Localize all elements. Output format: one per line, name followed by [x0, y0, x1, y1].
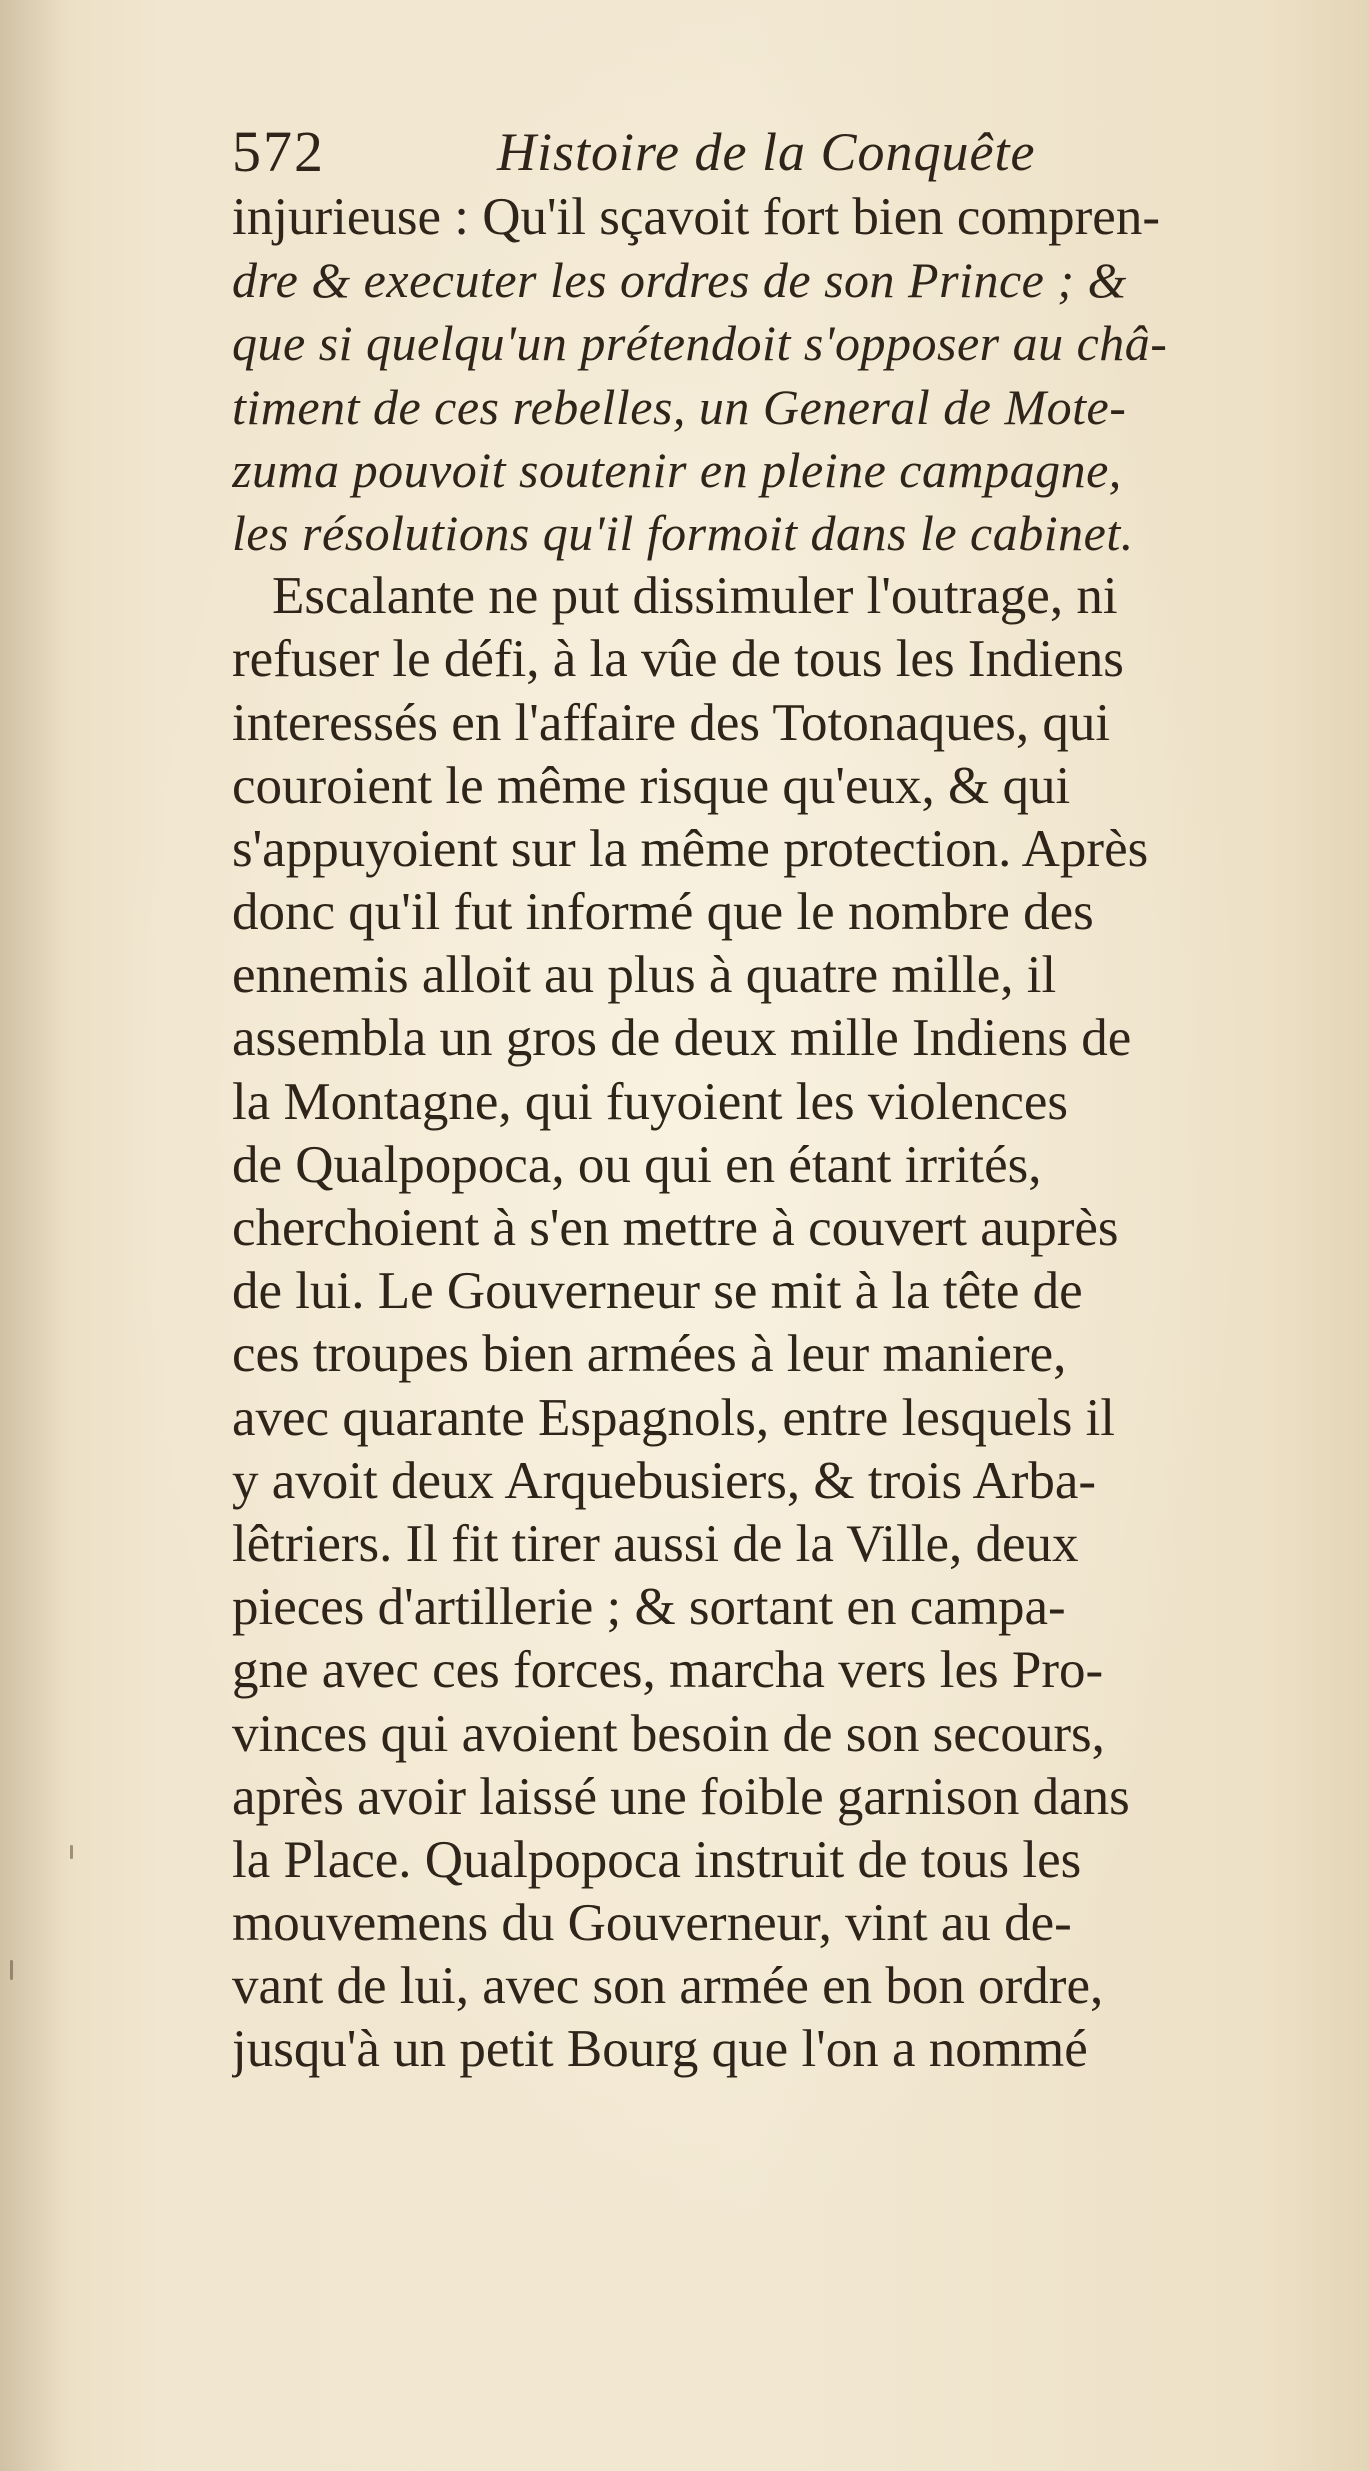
text-line: après avoir laissé une foible garnison dans [232, 1767, 1130, 1826]
text-line: assembla un gros de deux mille Indiens de [232, 1009, 1132, 1068]
text-line: mouvemens du Gouverneur, vint au de- [232, 1894, 1072, 1953]
page-number: 572 [232, 119, 325, 184]
text-line: de Qualpopoca, ou qui en étant irrités, [232, 1135, 1042, 1194]
text-line: refuser le défi, à la vûe de tous les Indiens [232, 630, 1124, 689]
body-text [232, 186, 1307, 2082]
text-line: timent de ces rebelles, un General de Mote- [232, 378, 1127, 435]
text-line: couroient le même risque qu'eux, & qui [232, 756, 1071, 815]
text-line: les résolutions qu'il formoit dans le cabinet. [232, 504, 1134, 561]
text-line: jusqu'à un petit Bourg que l'on a nommé [232, 2020, 1088, 2079]
text-line: la Place. Qualpopoca instruit de tous les [232, 1830, 1082, 1889]
margin-mark [10, 1960, 13, 1980]
text-line: Escalante ne put dissimuler l'outrage, ni [272, 567, 1118, 626]
text-line: lêtriers. Il fit tirer aussi de la Ville, deux [232, 1514, 1079, 1573]
page-fold-shadow [0, 0, 70, 2471]
text-line: cherchoient à s'en mettre à couvert auprès [232, 1199, 1119, 1257]
text-line: s'appuyoient sur la même protection. Après [232, 819, 1149, 878]
text-line: y avoit deux Arquebusiers, & trois Arba- [232, 1451, 1097, 1510]
text-line: dre & executer les ordres de son Prince ; & [232, 252, 1127, 309]
margin-mark [70, 1845, 73, 1859]
text-line: ces troupes bien armées à leur maniere, [232, 1325, 1067, 1384]
text-line: que si quelqu'un prétendoit s'opposer au châ- [232, 315, 1168, 372]
text-line: de lui. Le Gouverneur se mit à la tête de [232, 1262, 1083, 1321]
text-line: zuma pouvoit soutenir en pleine campagne, [232, 441, 1122, 498]
text-line: vant de lui, avec son armée en bon ordre, [232, 1957, 1104, 2016]
text-line: la Montagne, qui fuyoient les violences [232, 1072, 1069, 1131]
text-line: gne avec ces forces, marcha vers les Pro- [232, 1641, 1104, 1700]
text-line: interessés en l'affaire des Totonaques, qui [232, 693, 1111, 752]
text-line: ennemis alloit au plus à quatre mille, il [232, 946, 1057, 1005]
text-line: injurieuse : Qu'il sçavoit fort bien compren- [232, 188, 1160, 246]
running-title: Histoire de la Conquête [497, 122, 1036, 182]
text-line: avec quarante Espagnols, entre lesquels il [232, 1388, 1116, 1447]
page-header [232, 112, 1132, 192]
text-line: vinces qui avoient besoin de son secours, [232, 1704, 1105, 1763]
text-line: donc qu'il fut informé que le nombre des [232, 883, 1094, 942]
text-line: pieces d'artillerie ; & sortant en campa- [232, 1578, 1066, 1637]
